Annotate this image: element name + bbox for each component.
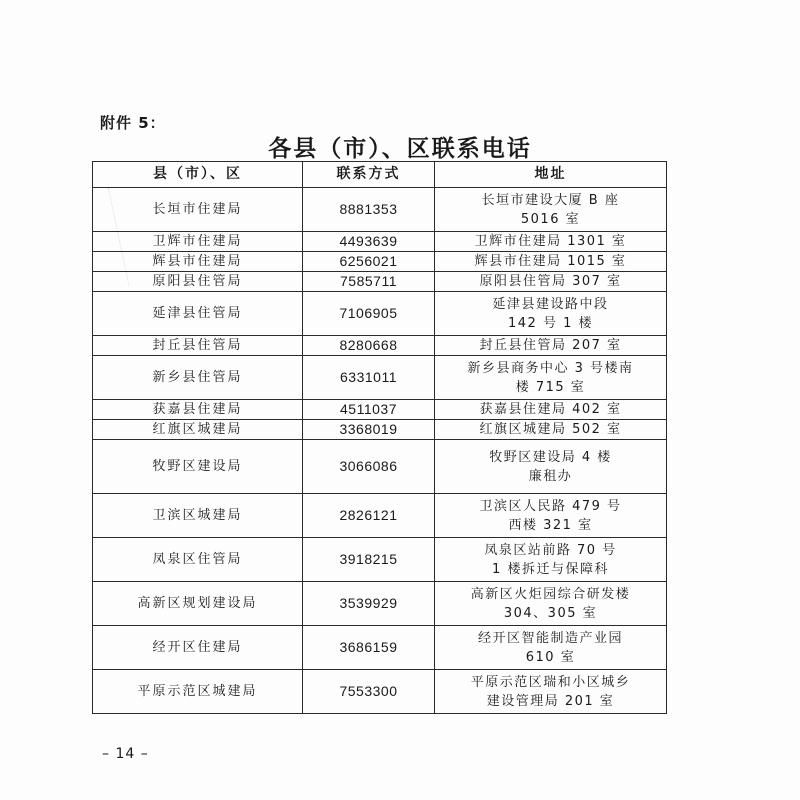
contacts-table [92,161,667,714]
phone-number: 3539929 [303,582,435,626]
address-line: 新乡县商务中心 3 号楼南 [467,360,634,376]
table-row [93,252,667,272]
address-line: 牧野区建设局 4 楼 [489,449,612,465]
table-row [93,582,667,626]
table-row [93,272,667,292]
district-name: 获嘉县住建局 [93,400,303,420]
address [435,582,667,626]
table-row [93,336,667,356]
district-name: 平原示范区城建局 [93,670,303,714]
district-name: 凤泉区住管局 [93,538,303,582]
phone-number: 3066086 [303,440,435,494]
phone-number: 8881353 [303,188,435,232]
district-name: 卫滨区城建局 [93,494,303,538]
address-line: 长垣市建设大厦 B 座 [481,192,620,208]
address [435,420,667,440]
table-row [93,232,667,252]
table-body [93,188,667,714]
district-name: 延津县住管局 [93,292,303,336]
table-row [93,494,667,538]
address-line: 西楼 321 室 [508,517,593,533]
phone-number: 7585711 [303,272,435,292]
address-line: 经开区智能制造产业园 [477,630,623,646]
address-line: 高新区火炬园综合研发楼 [470,586,631,602]
phone-number: 2826121 [303,494,435,538]
phone-number: 4511037 [303,400,435,420]
phone-number: 3918215 [303,538,435,582]
district-name: 新乡县住管局 [93,356,303,400]
phone-number: 4493639 [303,232,435,252]
table-row [93,400,667,420]
table-row [93,356,667,400]
phone-number: 3686159 [303,626,435,670]
table-row [93,292,667,336]
district-name: 经开区住建局 [93,626,303,670]
district-name: 原阳县住管局 [93,272,303,292]
phone-number: 8280668 [303,336,435,356]
table-row [93,420,667,440]
address-line: 楼 715 室 [515,379,586,395]
address-line: 红旗区城建局 502 室 [479,422,622,437]
phone-number: 6331011 [303,356,435,400]
address [435,538,667,582]
address [435,188,667,232]
address-line: 凤泉区站前路 70 号 [484,542,617,558]
table-row [93,626,667,670]
district-name: 长垣市住建局 [93,188,303,232]
address-line: 平原示范区瑞和小区城乡 [470,674,631,690]
page-title: 各县（市）、区联系电话 [268,135,532,162]
table-row [93,440,667,494]
address-line: 获嘉县住建局 402 室 [479,402,622,417]
address-line: 304、305 室 [503,605,598,621]
header-district: 县（市）、区 [93,162,303,188]
district-name: 红旗区城建局 [93,420,303,440]
table-header-row [93,162,667,188]
address-line: 卫滨区人民路 479 号 [479,498,622,514]
header-contact: 联系方式 [303,162,435,188]
address [435,670,667,714]
phone-number: 7553300 [303,670,435,714]
address-line: 建设管理局 201 室 [486,693,615,709]
address-line: 原阳县住管局 307 室 [479,274,622,289]
address-line: 142 号 1 楼 [508,315,593,331]
address [435,272,667,292]
address-line: 封丘县住管局 207 室 [479,338,622,353]
table-row [93,670,667,714]
address [435,252,667,272]
address [435,494,667,538]
page-number: – 14 – [102,746,149,762]
address-line: 5016 室 [520,211,581,227]
phone-number: 7106905 [303,292,435,336]
address [435,336,667,356]
district-name: 封丘县住管局 [93,336,303,356]
header-address: 地址 [435,162,667,188]
district-name: 辉县市住建局 [93,252,303,272]
address [435,232,667,252]
address-line: 卫辉市住建局 1301 室 [474,234,627,249]
address [435,626,667,670]
phone-number: 6256021 [303,252,435,272]
address [435,356,667,400]
table-row [93,188,667,232]
district-name: 卫辉市住建局 [93,232,303,252]
address-line: 1 楼拆迁与保障科 [492,561,609,577]
address [435,400,667,420]
phone-number: 3368019 [303,420,435,440]
address [435,440,667,494]
district-name: 高新区规划建设局 [93,582,303,626]
district-name: 牧野区建设局 [93,440,303,494]
address-line: 廉租办 [528,468,573,484]
address-line: 610 室 [525,649,576,665]
address [435,292,667,336]
table-row [93,538,667,582]
address-line: 延津县建设路中段 [492,296,609,312]
address-line: 辉县市住建局 1015 室 [474,254,627,269]
attachment-label: 附件 5： [100,114,166,132]
